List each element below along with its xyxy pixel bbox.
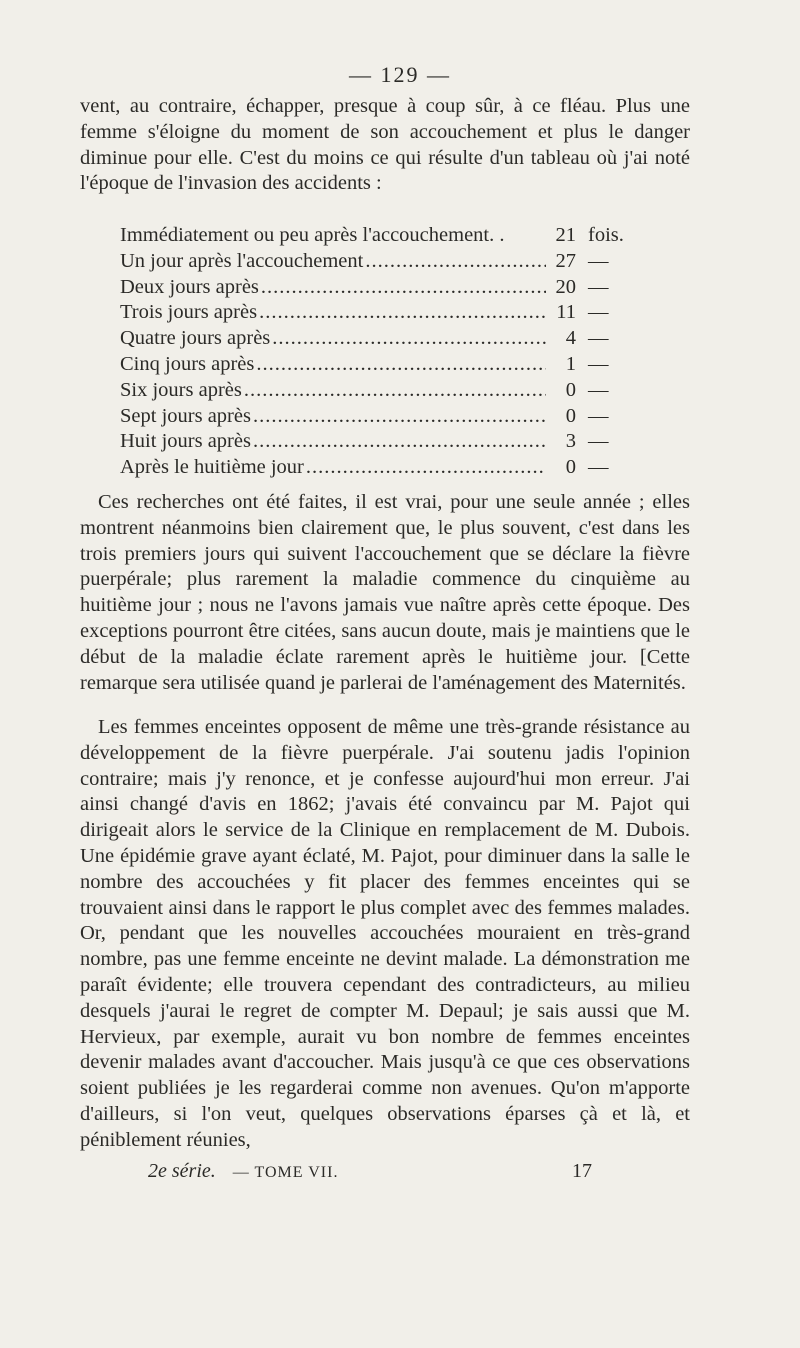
table-row [120,353,640,379]
footer-serie: 2e série. [148,1160,216,1182]
row-label: Huit jours après [120,430,251,453]
row-value: 0 [565,378,576,401]
row-value: 11 [556,301,576,324]
row-label: Trois jours après [120,301,258,324]
row-leader [363,250,546,273]
row-value: 21 [555,224,576,246]
row-unit: — [588,301,609,324]
row-label: Après le huitième jour [120,456,304,479]
table-row [120,379,640,405]
row-value: 1 [565,352,576,375]
paragraph-intro: vent, au contraire, échapper, presque à coup sûr, à ce fléau. Plus une femme s'éloigne du moment de son accouchement et plus le danger diminue pour elle. C'est du moins ce qui résulte d'un tableau où j'ai noté l'époque de l'invasion des accidents : [80,95,690,195]
row-value: 4 [565,327,576,350]
page-number: — 129 — [349,62,451,87]
row-value: 0 [565,404,576,427]
row-leader [251,430,546,453]
row-label: Cinq jours après [120,352,255,375]
sheet-signature: 17 [572,1160,592,1182]
row-leader [251,405,546,428]
row-leader [242,379,546,402]
row-label: Six jours après [120,378,242,401]
row-label: Deux jours après [120,275,259,298]
row-unit: — [588,378,609,401]
row-leader [257,301,546,324]
row-unit: — [588,275,609,298]
row-unit: — [588,352,609,375]
row-label: Sept jours après [120,404,251,427]
table-row [120,456,640,482]
row-leader [254,353,546,376]
table-row [120,430,640,456]
table-row [120,276,640,302]
footer-signature-line [148,1160,338,1183]
onset-table [120,224,640,482]
row-label: Immédiatement ou peu après l'accouchement. . [120,224,505,246]
paragraph-research: Ces recherches ont été faites, il est vrai, pour une seule année ; elles montrent néanmoins bien clairement que, le plus souvent, c'est dans les trois premiers jours qui suivent l'accouchement que se déclare la fièvre puerpérale; plus rarement la maladie commence du cinquième au huitième jour ; nous ne l'avons jamais vue naître après cette époque. Des exceptions pourront être citées, sans aucun doute, mais je maintiens que le début de la maladie éclate rarement après le huitième jour. [Cette remarque sera utilisée quand je parlerai de l'aménagement des Maternités. [80,491,690,694]
table-row [120,301,640,327]
row-leader [304,456,546,479]
row-leader [259,276,546,299]
row-unit: — [588,430,609,453]
table-row [120,405,640,431]
row-unit: fois. [588,224,624,246]
row-value: 0 [565,456,576,479]
row-label: Quatre jours après [120,327,271,350]
row-unit: — [588,327,609,350]
row-value: 27 [555,249,576,272]
row-value: 20 [555,275,576,298]
table-row [120,224,640,250]
row-unit: — [588,404,609,427]
row-unit: — [588,456,609,479]
paragraph-pregnant-women: Les femmes enceintes opposent de même une très-grande résistance au développement de la fièvre puerpérale. J'ai soutenu jadis l'opinion contraire; mais j'y renonce, et je confesse aujourd'hui mon erreur. J'ai ainsi changé d'avis en 1862; j'avais été convaincu par M. Pajot qui dirigeait alors le service de la Clinique en remplacement de M. Dubois. Une épidémie grave ayant éclaté, M. Pajot, pour diminuer dans la salle le nombre des accouchées y fit placer des femmes enceintes qui se trouvaient ainsi dans le rapport le plus complet avec des femmes malades. Or, pendant que les nouvelles accouchées mouraient en très-grand nombre, pas une femme enceinte ne devint malade. La démonstration me paraît évidente; elle trouvera cependant des contradicteurs, au milieu desquels j'aurai le regret de compter M. Depaul; je sais aussi que M. Hervieux, par exemple, aurait vu bon nombre de femmes enceintes devenir malades avant d'accoucher. Mais jusqu'à ce que ces observations soient publiées je les regarderai comme non avenues. Qu'on m'apporte d'ailleurs, si l'on veut, quelques observations éparses çà et là, et péniblement réunies, [80,716,690,1151]
row-unit: — [588,249,609,272]
table-row [120,327,640,353]
row-leader [270,327,546,350]
footer-tome: — TOME VII. [232,1164,339,1181]
row-label: Un jour après l'accouchement [120,249,364,272]
row-value: 3 [565,430,576,453]
table-row [120,250,640,276]
